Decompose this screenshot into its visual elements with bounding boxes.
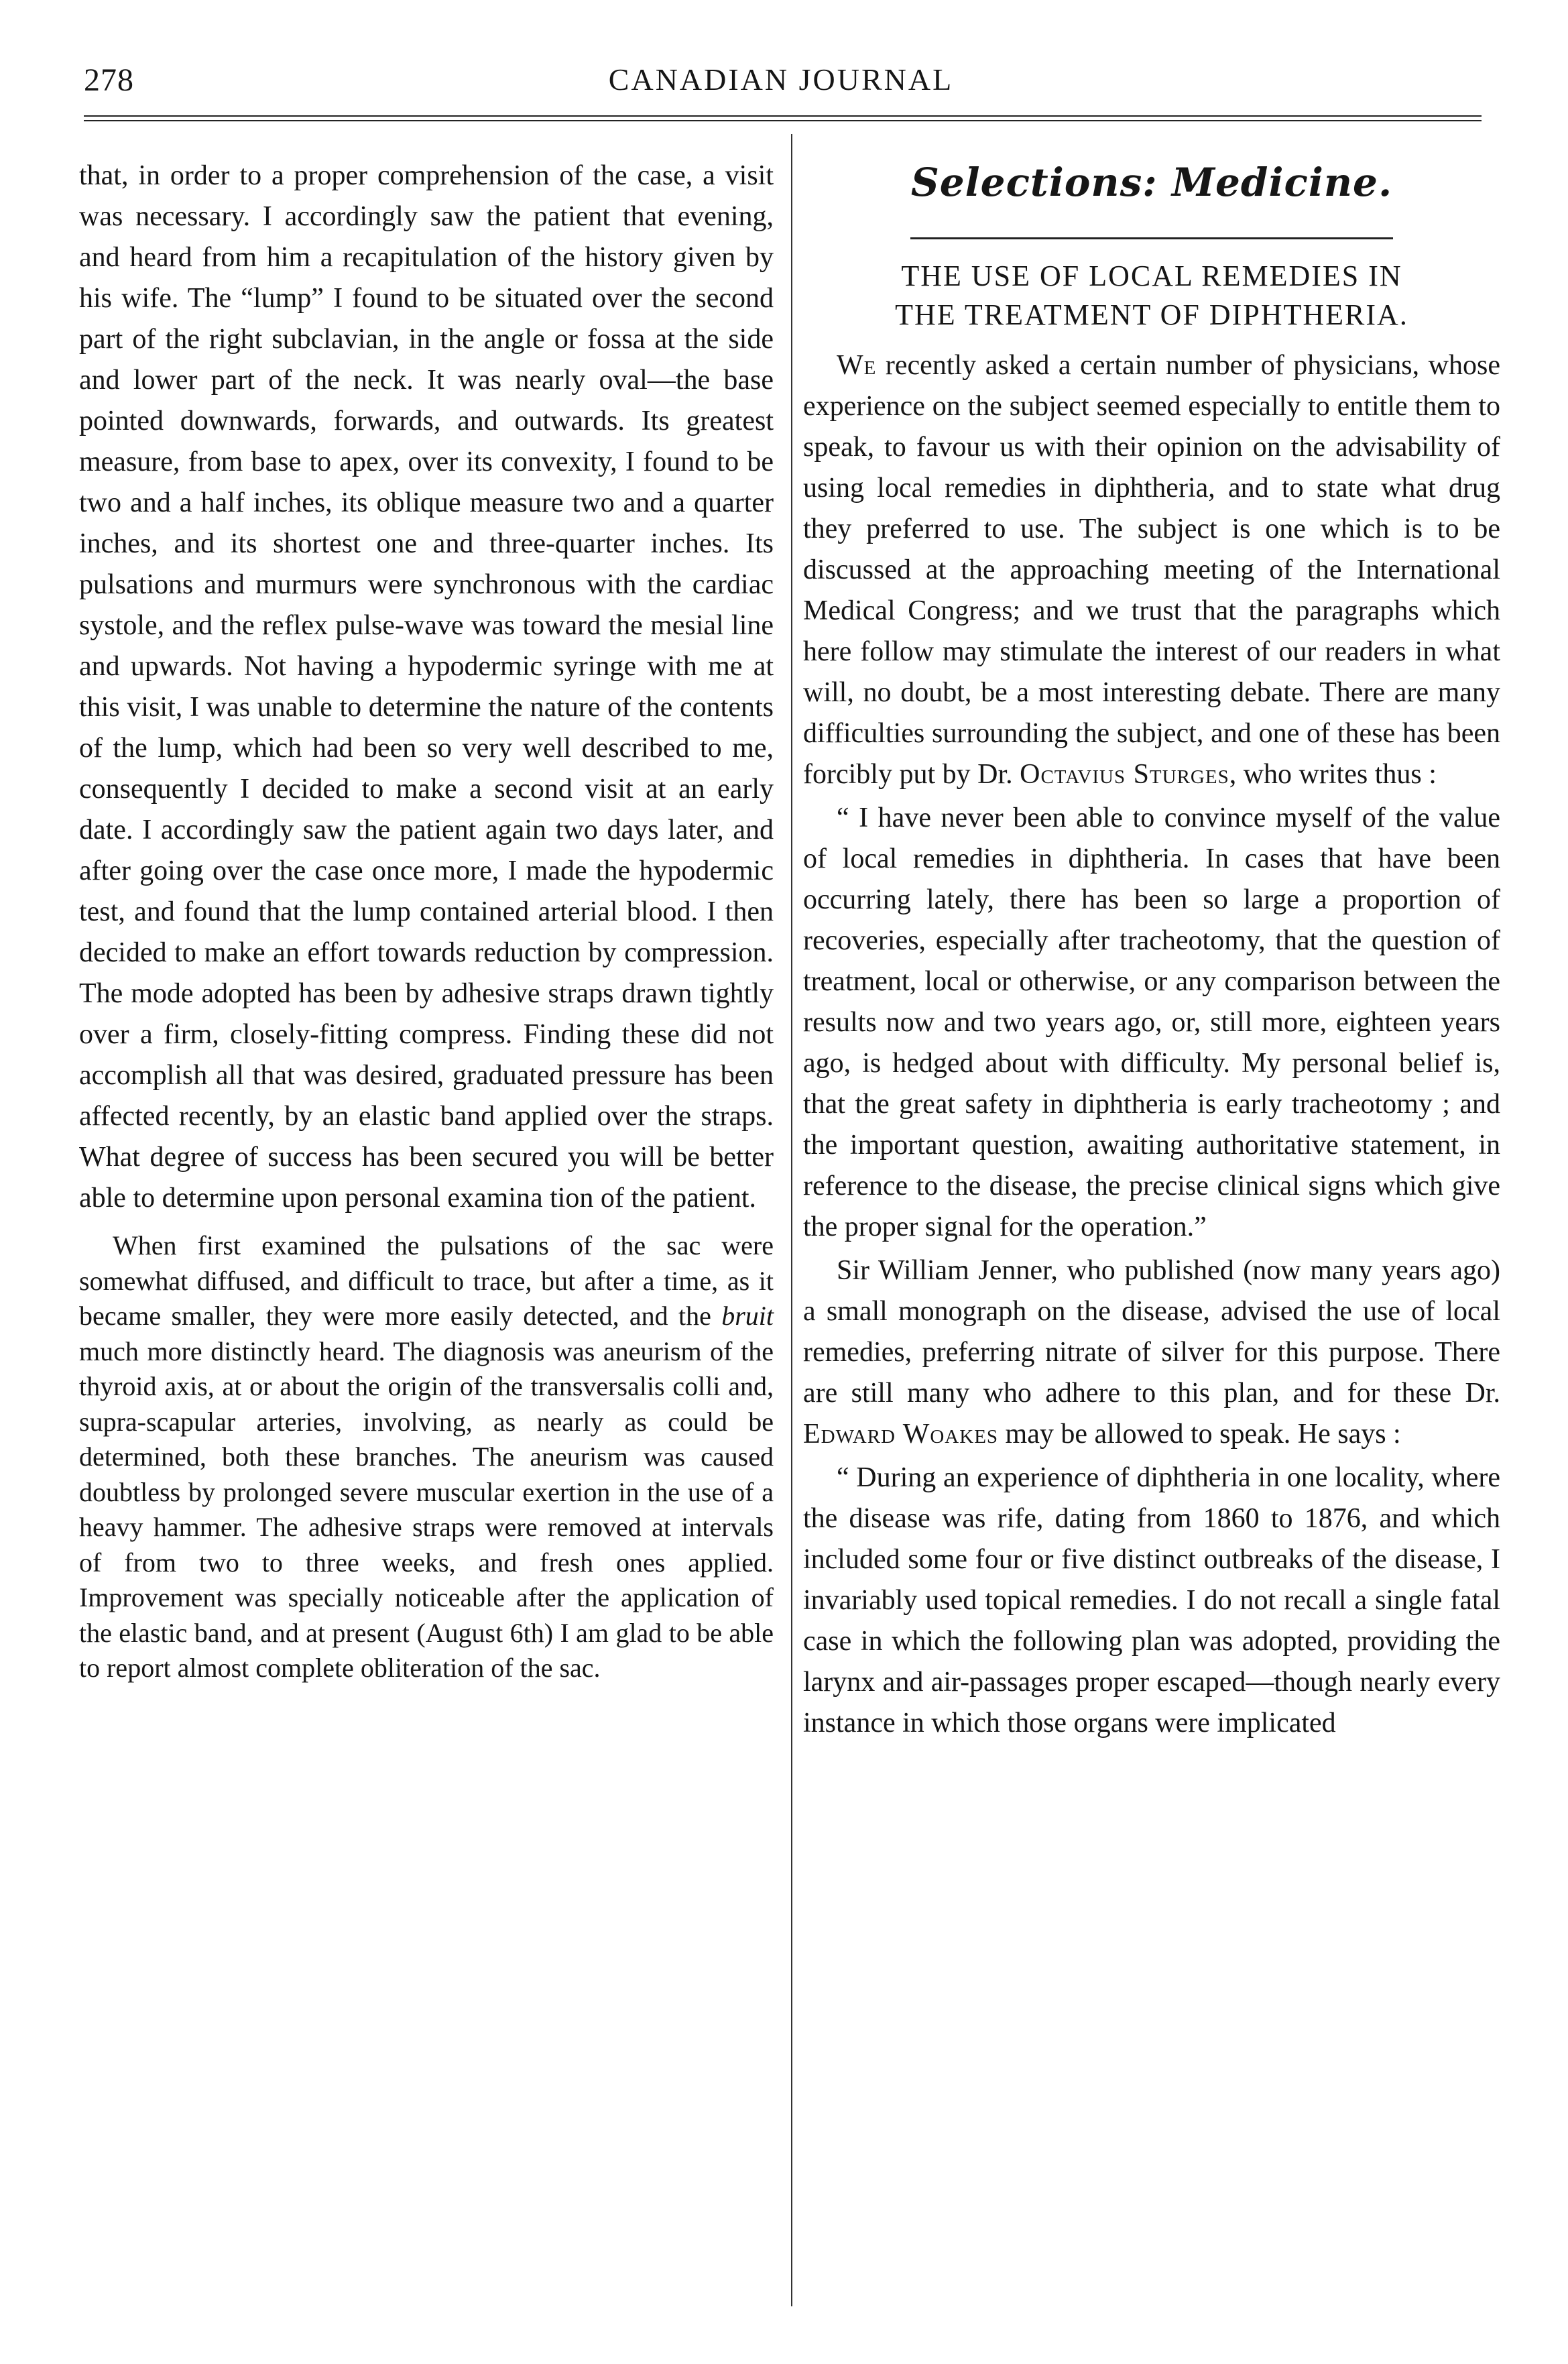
- left-column: [79, 156, 774, 1686]
- drop-word: We: [837, 350, 877, 381]
- italic-term-bruit: bruit: [721, 1301, 774, 1331]
- author-name-sturges: Octavius Sturges: [1020, 759, 1229, 790]
- author-name-woakes: Edward Woakes: [803, 1419, 999, 1450]
- right-paragraph-3: [803, 1250, 1500, 1455]
- left-paragraph-1: that, in order to a proper comprehension of the case, a visit was necessary. I accordingly saw the patient that evening, and heard from him a recapitulation of the history given by his wife. The “lump” I found to be situated over the second part of the right subclavian, in the angle or fossa at the side and lower part of the neck. It was nearly oval—the base pointed downwards, forwards, and outwards. Its greatest measure, from base to apex, over its convexity, I found to be two and a half inches, its oblique measure two and a quarter inches, and its shortest one and three-quarter inches. Its pulsations and murmurs were synchronous with the cardiac systole, and the reflex pulse-wave was toward the mesial line and upwards. Not having a hypodermic syringe with me at this visit, I was unable to determine the nature of the contents of the lump, which had been so very well described to me, consequently I decided to make a second visit at an early date. I accordingly saw the patient again two days later, and after going over the case once more, I made the hypodermic test, and found that the lump contained arterial blood. I then decided to make an effort towards reduction by compression. The mode adopted has been by adhesive straps drawn tightly over a firm, closely-fitting compress. Finding these did not accomplish all that was desired, graduated pressure has been affected recently, by an elastic band applied over the straps. What degree of success has been secured you will be better able to determine upon personal examina tion of the patient.: [79, 160, 774, 1214]
- article-title: [803, 257, 1500, 335]
- right-paragraph-1-part-a: recently asked a certain number of physicians, whose experience on the subject seemed especially to entitle them to speak, to favour us with their opinion on the advisability of using local remedies in diphtheria, and to state what drug they preferred to use. The subject is one which is to be discussed at the approaching meeting of the International Medical Congress; and we trust that the paragraphs which here follow may stimulate the interest of our readers in what will, no doubt, be a most interesting debate. There are many difficulties surrounding the subject, and one of these has been forcibly put by Dr.: [803, 350, 1500, 790]
- left-paragraph-2: [79, 1228, 774, 1686]
- left-paragraph-2-part-a: When first examined the pulsations of the sac were somewhat diffused, and difficult to trace, but after a time, as it became smaller, they were more easily detected, and the: [79, 1230, 774, 1331]
- right-column: [803, 156, 1500, 1747]
- page-header: [84, 62, 1478, 109]
- column-divider: [791, 134, 792, 2306]
- article-title-line-1: THE USE OF LOCAL REMEDIES IN: [901, 259, 1402, 292]
- right-paragraph-1-part-b: , who writes thus :: [1229, 759, 1437, 790]
- article-title-line-2: THE TREATMENT OF DIPHTHERIA.: [895, 298, 1408, 331]
- right-paragraph-1: [803, 345, 1500, 795]
- page-number: 278: [84, 62, 134, 98]
- running-head: CANADIAN JOURNAL: [608, 62, 954, 97]
- section-rule: [910, 237, 1393, 239]
- left-paragraph-2-part-b: much more distinctly heard. The diagnosis was aneurism of the thyroid axis, at or about the origin of the transversalis colli and, supra-scapular arteries, involving, as nearly as could be determined, both these branches. The aneurism was caused doubtless by prolonged severe muscular exertion in the use of a heavy hammer. The adhesive straps were removed at intervals of from two to three weeks, and fresh ones applied. Improvement was specially noticeable after the application of the elastic band, and at present (August 6th) I am glad to be able to report almost complete obliteration of the sac.: [79, 1336, 774, 1683]
- quote-woakes: “ During an experience of diphtheria in one locality, where the disease was rife, dating from 1860 to 1876, and which included some four or five distinct outbreaks of the disease, I invariably used topical remedies. I do not recall a single fatal case in which the following plan was adopted, providing the larynx and air-passages proper escaped—though nearly every instance in which those organs were implicated: [803, 1462, 1500, 1738]
- right-paragraph-3-part-b: may be allowed to speak. He says :: [998, 1419, 1401, 1450]
- header-double-rule: [84, 115, 1482, 121]
- quote-sturges: “ I have never been able to convince myself of the value of local remedies in diphtheria. In cases that have been occurring lately, there has been so large a proportion of recoveries, especially after tracheotomy, that the question of treatment, local or otherwise, or any comparison between the results now and two years ago, or, still more, eighteen years ago, is hedged about with difficulty. My personal belief is, that the great safety in diphtheria is early tracheotomy ; and the important question, awaiting authoritative statement, in reference to the disease, the precise clinical signs which give the proper signal for the operation.”: [803, 803, 1500, 1242]
- section-title: Selections: Medicine.: [910, 160, 1393, 205]
- right-paragraph-3-part-a: Sir William Jenner, who published (now many years ago) a small monograph on the disease, advised the use of local remedies, preferring nitrate of silver for this purpose. There are still many who adhere to this plan, and for these Dr.: [803, 1255, 1500, 1409]
